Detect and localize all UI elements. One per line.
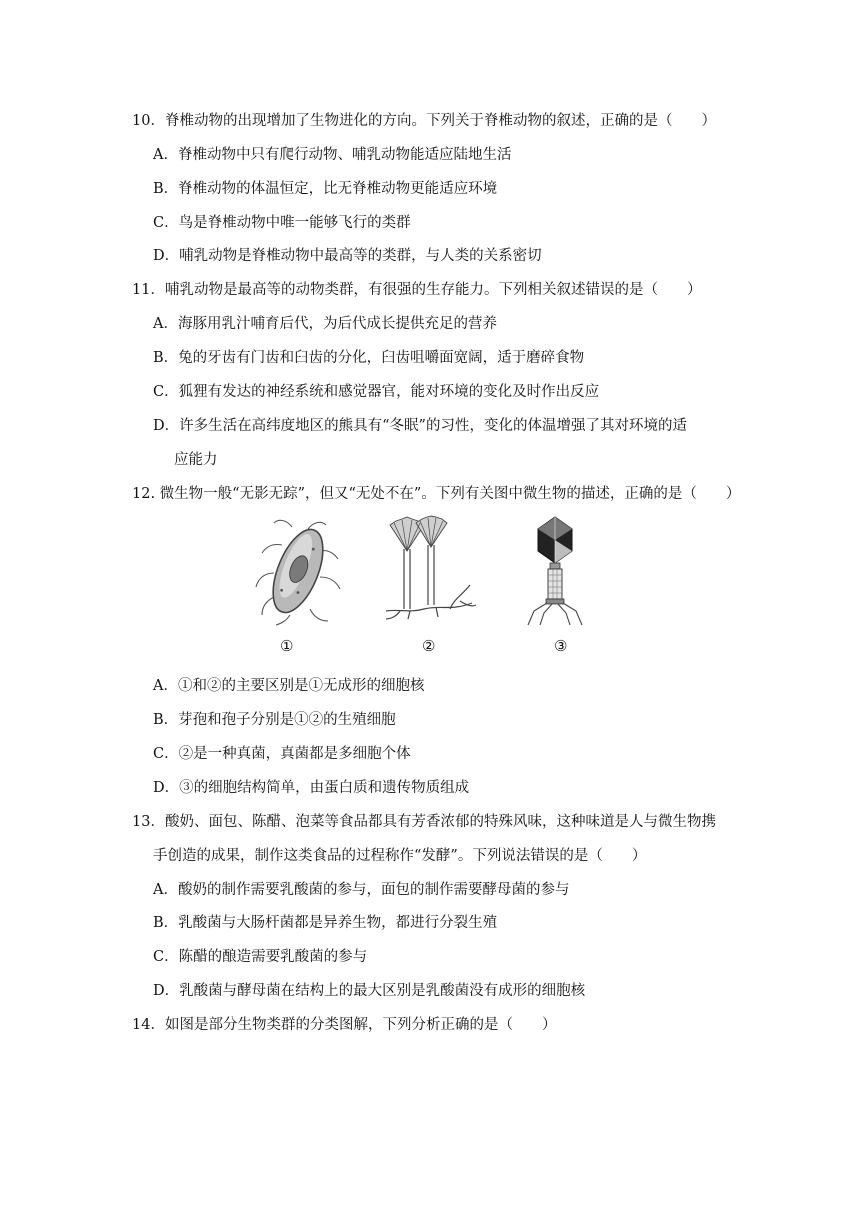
question-10-option-d: D．哺乳动物是脊椎动物中最高等的类群，与人类的关系密切 [153,248,542,264]
mold-illustration [380,515,480,627]
question-12-option-c: C．②是一种真菌，真菌都是多细胞个体 [153,746,411,762]
question-11-stem: 11．哺乳动物是最高等的动物类群，有很强的生存能力。下列相关叙述错误的是（ ） [132,282,702,298]
question-10-option-b: B．脊椎动物的体温恒定，比无脊椎动物更能适应环境 [153,181,498,197]
question-11-option-b: B．兔的牙齿有门齿和臼齿的分化，臼齿咀嚼面宽阔，适于磨碎食物 [153,350,585,366]
question-12-option-a: A．①和②的主要区别是①无成形的细胞核 [153,678,425,694]
question-11-option-d: D．许多生活在高纬度地区的熊具有“冬眠”的习性，变化的体温增强了其对环境的适 [153,418,687,434]
question-12-option-b: B．芽孢和孢子分别是①②的生殖细胞 [153,712,396,728]
question-13-stem-continuation: 手创造的成果，制作这类食品的过程称作“发酵”。下列说法错误的是（ ） [153,848,647,864]
question-13-stem: 13．酸奶、面包、陈醋、泡菜等食品都具有芳香浓郁的特殊风味，这种味道是人与微生物携 [132,814,716,830]
figure-label-1: ① [280,637,294,655]
question-12-stem: 12. 微生物一般“无影无踪”，但又“无处不在”。下列有关图中微生物的描述，正确的是（ ） [132,486,741,502]
question-13-option-a: A．酸奶的制作需要乳酸菌的参与，面包的制作需要酵母菌的参与 [153,882,570,898]
question-11-option-d-continuation: 应能力 [174,452,218,468]
microorganism-figure [240,515,620,660]
question-11-option-c: C．狐狸有发达的神经系统和感觉器官，能对环境的变化及时作出反应 [153,384,600,400]
question-10-option-a: A．脊椎动物中只有爬行动物、哺乳动物能适应陆地生活 [153,147,512,163]
question-13-option-d: D．乳酸菌与酵母菌在结构上的最大区别是乳酸菌没有成形的细胞核 [153,983,586,999]
bacterium-illustration [248,515,348,627]
figure-label-2: ② [422,637,436,655]
question-11-option-a: A．海豚用乳汁哺育后代，为后代成长提供充足的营养 [153,316,497,332]
question-12-option-d: D．③的细胞结构简单，由蛋白质和遗传物质组成 [153,780,470,796]
question-10-option-c: C．鸟是脊椎动物中唯一能够飞行的类群 [153,215,411,231]
question-13-option-b: B．乳酸菌与大肠杆菌都是异养生物，都进行分裂生殖 [153,915,498,931]
question-13-option-c: C．陈醋的酿造需要乳酸菌的参与 [153,949,368,965]
bacteriophage-illustration [520,515,590,627]
question-10-stem: 10．脊椎动物的出现增加了生物进化的方向。下列关于脊椎动物的叙述，正确的是（ ） [132,113,716,129]
question-14-stem: 14．如图是部分生物类群的分类图解，下列分析正确的是（ ） [132,1017,557,1033]
figure-label-3: ③ [554,637,568,655]
